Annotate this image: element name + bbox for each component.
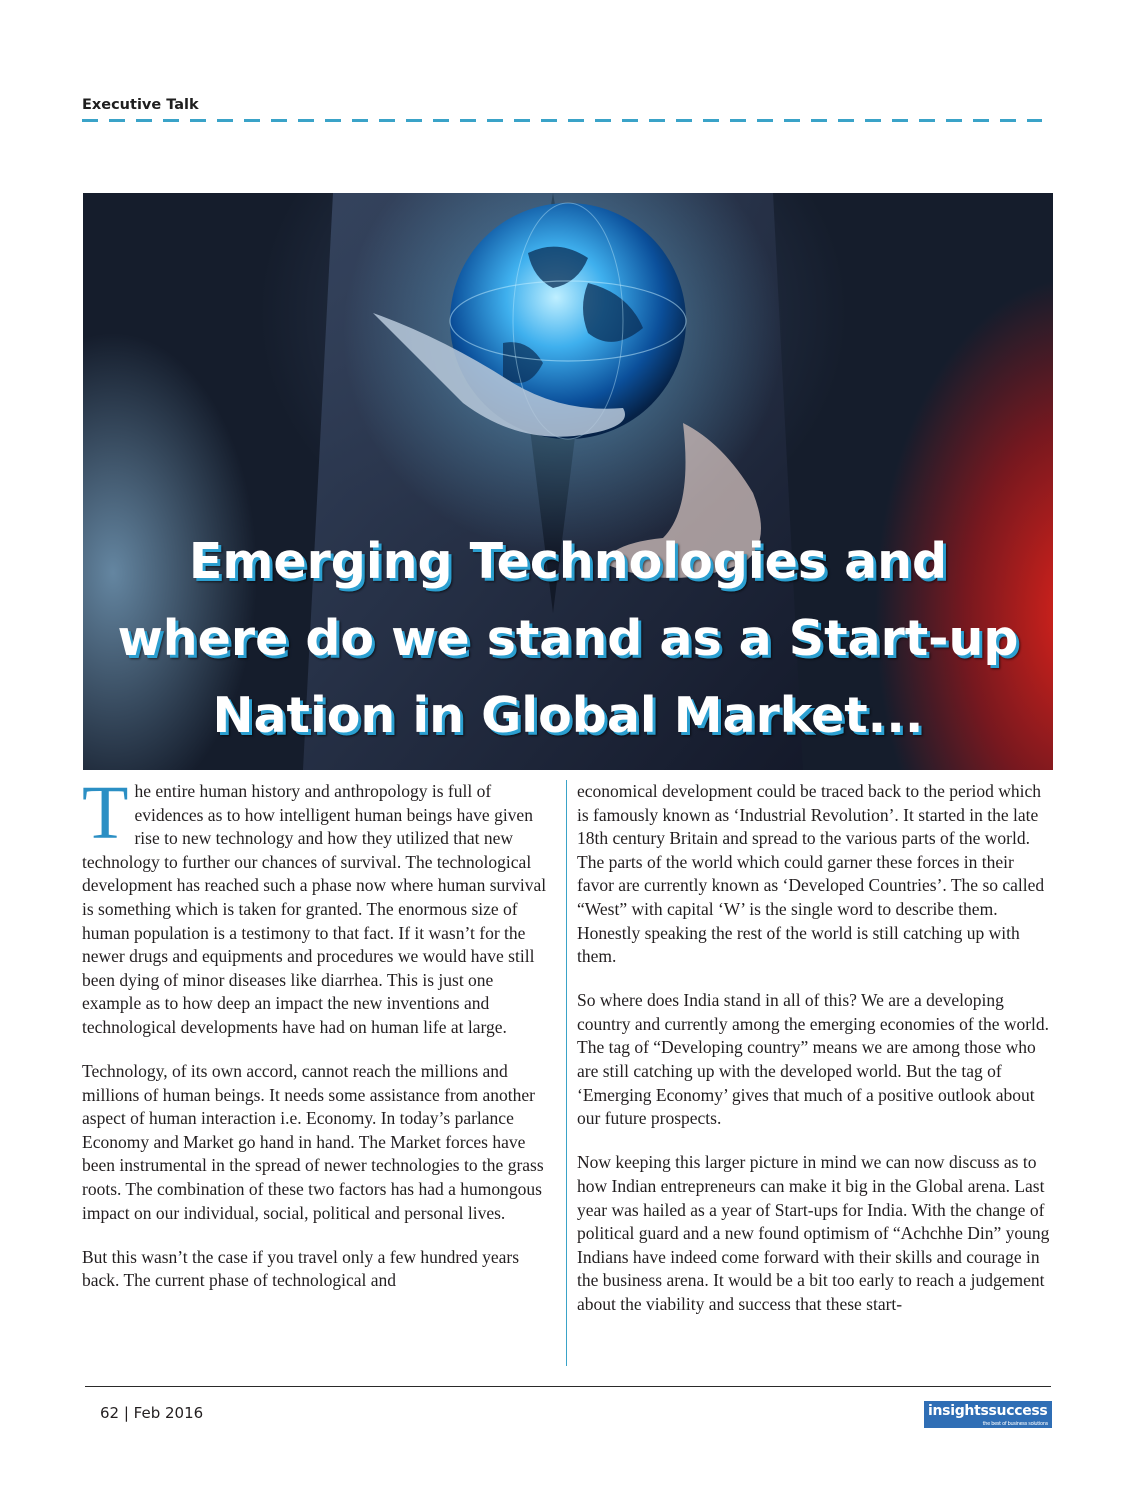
section-label: Executive Talk — [82, 97, 199, 113]
column-divider — [566, 780, 567, 1366]
article-column-left — [82, 771, 554, 1313]
headline-line: Emerging Technologies and — [188, 533, 948, 590]
brand-logo — [924, 1401, 1052, 1428]
drop-cap: T — [82, 771, 129, 855]
article-paragraph — [82, 771, 554, 1040]
brand-name: insightssuccess — [928, 1403, 1048, 1419]
headline-line: Nation in Global Market... — [212, 687, 924, 744]
article-paragraph: But this wasn’t the case if you travel only a few hundred years back. The current phase of technological and — [82, 1246, 520, 1291]
article-paragraph: Technology, of its own accord, cannot reach the millions and millions of human beings. It needs some assistance from another aspect of human interaction i.e. Economy. In today’s parlance Economy and Market go hand in hand. The Market forces have been instrumental in the spread of newer technologies to the grass roots. The combination of these two factors has had a humongous impact on our individual, social, political and personal lives. — [82, 1061, 544, 1223]
brand-tagline: the best of business solutions — [982, 1421, 1048, 1427]
hero-image — [83, 193, 1053, 770]
paragraph-text: he entire human history and anthropology is full of evidences as to how intelligent human beings have given rise to new technology and how they utilized that new technology to further our chances of survival. The technological development has reached such a phase now where human survival is something which is taken for granted. The enormous size of human population is a testimony to that fact. If it wasn’t for the newer drugs and equipments and procedures we would have still been dying of minor diseases like diarrhea. This is just one example as to how deep an impact the new inventions and technological developments have had on human life at large. — [82, 781, 547, 1037]
footer-rule — [85, 1386, 1051, 1387]
article-paragraph: economical development could be traced back to the period which is famously known as ‘Industrial Revolution’. It started in the late 18th century Britain and spread to the various parts of the world. The parts of the world which could garner these forces in their favor are currently known as ‘Developed Countries’. The so called “West” with capital ‘W’ is the single word to describe them. Honestly speaking the rest of the world is still catching up with them. — [577, 781, 1045, 967]
article-column-right — [577, 780, 1053, 1337]
article-paragraph: So where does India stand in all of this? We are a developing country and currently among the emerging economies of the world. The tag of “Developing country” means we are among those who are still catching up with the developed world. But the tag of ‘Emerging Economy’ gives that much of a positive outlook about our future prospects. — [577, 990, 1050, 1129]
article-headline — [83, 523, 1053, 754]
article-paragraph: Now keeping this larger picture in mind we can now discuss as to how Indian entrepreneurs can make it big in the Global arena. Last year was hailed as a year of Start-ups for India. With the change of political guard and a new found optimism of “Achchhe Din” young Indians have indeed come forward with their skills and courage in the business arena. It would be a bit too early to reach a judgement about the viability and success that these start- — [577, 1152, 1050, 1314]
page-folio: 62 | Feb 2016 — [100, 1404, 204, 1422]
header-dashed-rule — [82, 119, 1042, 122]
headline-line: where do we stand as a Start-up — [117, 610, 1019, 667]
